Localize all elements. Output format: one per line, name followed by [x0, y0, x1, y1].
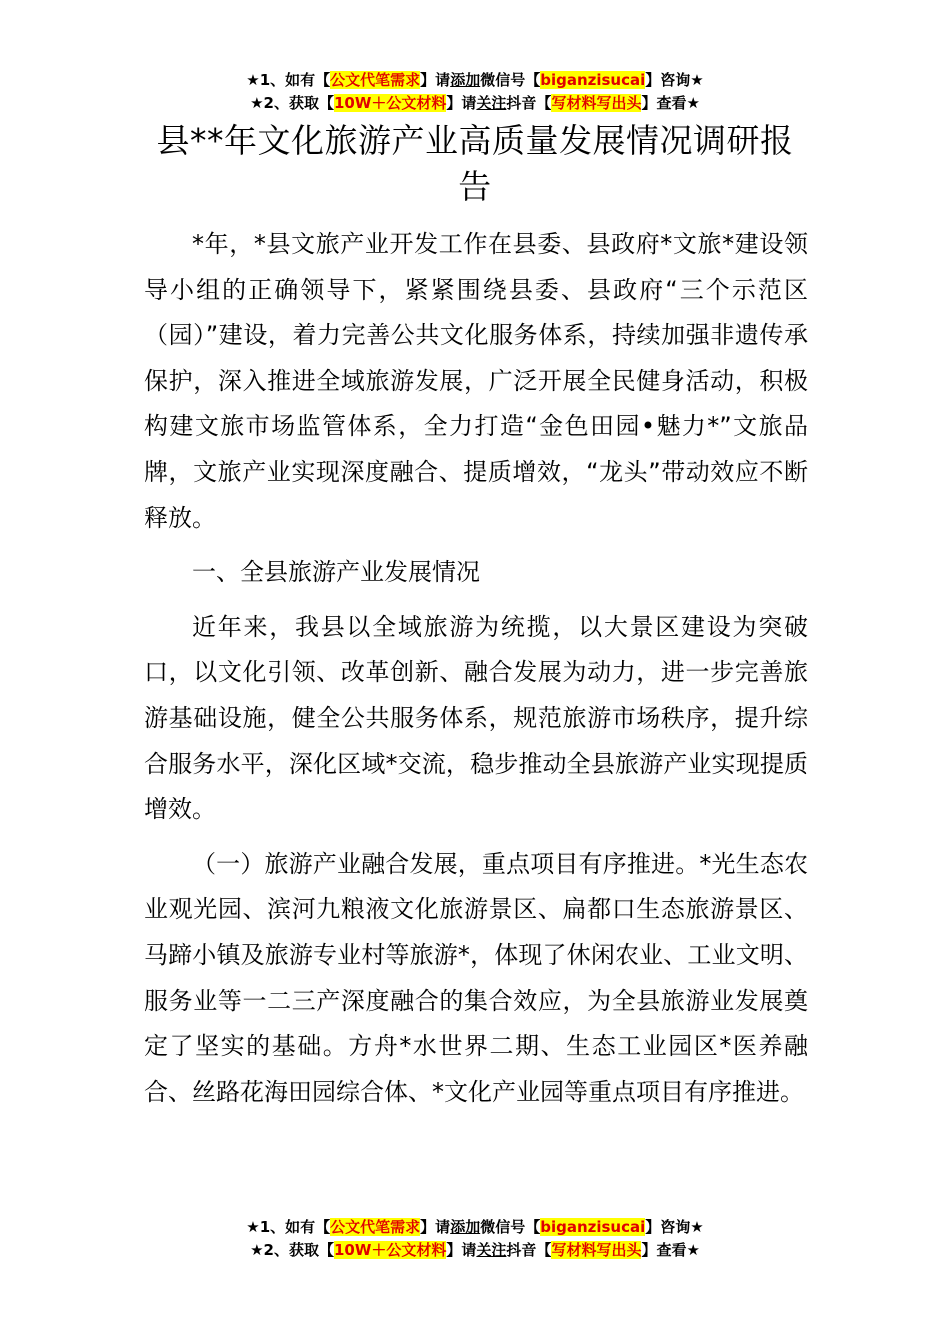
notice-highlight: 公文代笔需求: [330, 71, 421, 89]
notice-text: 】查看★: [641, 94, 700, 112]
notice-underline: 添加: [450, 71, 481, 89]
notice-wechat-id: biganzisucai: [540, 1218, 646, 1236]
paragraph-subsection-1: （一）旅游产业融合发展，重点项目有序推进。*光生态农业观光园、滨河九粮液文化旅游景区、扁都口生态旅游景区、马蹄小镇及旅游专业村等旅游*，体现了休闲农业、工业文明、服务业等一二三产深度融合的集合效应，为全县旅游业发展奠定了坚实的基础。方舟*水世界二期、生态工业园区*医养融合、丝路花海田园综合体、*文化产业园等重点项目有序推进。: [144, 849, 808, 1106]
notice-text: 微信号【: [480, 1218, 541, 1236]
notice-text: 抖音【: [506, 1241, 552, 1259]
notice-line-1: [0, 69, 950, 92]
notice-underline: 关注: [476, 94, 507, 112]
notice-line-2: [0, 92, 950, 115]
notice-text: 】请: [446, 1241, 477, 1259]
notice-text: ★1、如有【: [246, 1218, 331, 1236]
notice-douyin-id: 写材料写出头: [551, 94, 642, 112]
notice-highlight: 公文代笔需求: [330, 1218, 421, 1236]
notice-text: 】咨询★: [645, 71, 704, 89]
document-body: [144, 222, 808, 1115]
notice-text: 抖音【: [506, 94, 552, 112]
section-heading-1: 一、全县旅游产业发展情况: [192, 558, 480, 587]
notice-underline: 添加: [450, 1218, 481, 1236]
paragraph-overview: 近年来，我县以全域旅游为统揽，以大景区建设为突破口，以文化引领、改革创新、融合发展为动力，进一步完善旅游基础设施，健全公共服务体系，规范旅游市场秩序，提升综合服务水平，深化区域*交流，稳步推动全县旅游产业实现提质增效。: [144, 612, 808, 824]
header-notice: [0, 69, 950, 115]
notice-line-2: [0, 1239, 950, 1262]
notice-text: ★2、获取【: [250, 94, 334, 112]
notice-text: 】查看★: [641, 1241, 700, 1259]
notice-wechat-id: biganzisucai: [540, 71, 646, 89]
notice-text: 】请: [446, 94, 477, 112]
notice-text: ★1、如有【: [246, 71, 331, 89]
notice-text: 微信号【: [480, 71, 541, 89]
notice-text: 】咨询★: [645, 1218, 704, 1236]
notice-highlight: 10W＋公文材料: [333, 1241, 447, 1259]
notice-text: 】请: [420, 71, 451, 89]
document-title: 县**年文化旅游产业高质量发展情况调研报告: [156, 121, 794, 206]
paragraph-intro: *年，*县文旅产业开发工作在县委、县政府*文旅*建设领导小组的正确领导下，紧紧围绕县委、县政府“三个示范区（园）”建设，着力完善公共文化服务体系，持续加强非遗传承保护，深入推进全域旅游发展，广泛开展全民健身活动，积极构建文旅市场监管体系，全力打造“金色田园•魅力*”文旅品牌，文旅产业实现深度融合、提质增效，“龙头”带动效应不断释放。: [144, 230, 808, 532]
notice-underline: 关注: [476, 1241, 507, 1259]
notice-text: ★2、获取【: [250, 1241, 334, 1259]
notice-highlight: 10W＋公文材料: [333, 94, 447, 112]
notice-douyin-id: 写材料写出头: [551, 1241, 642, 1259]
footer-notice: [0, 1216, 950, 1262]
notice-text: 】请: [420, 1218, 451, 1236]
notice-line-1: [0, 1216, 950, 1239]
